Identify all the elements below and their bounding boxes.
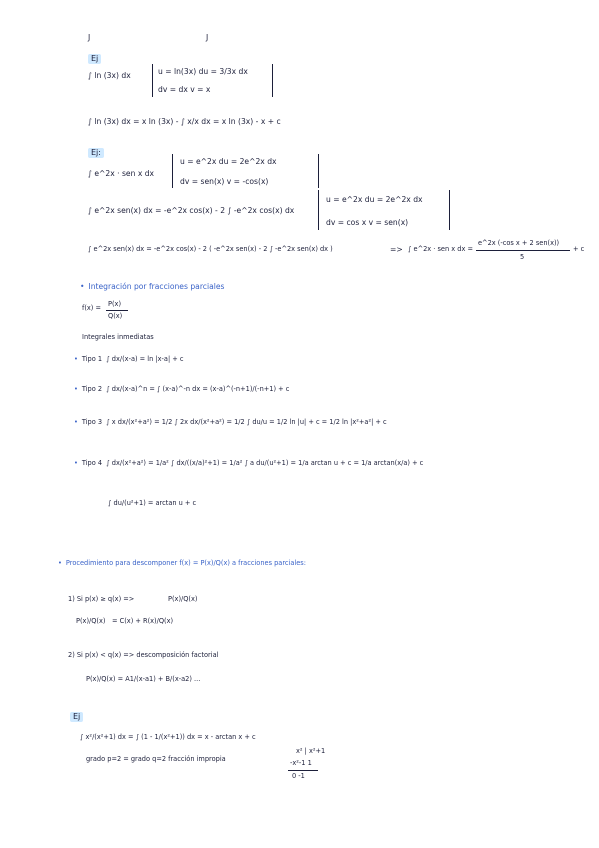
type-4: • Tipo 4 ∫ dx/(x²+a²) = 1/a² ∫ dx/((x/a)²+1) = 1/a² ∫ a du/(u²+1) = 1/a arctan u + c = 1/a arctan(x/a) + c bbox=[74, 459, 424, 467]
header-mark-right: J bbox=[206, 33, 209, 42]
substitution-box-3-left bbox=[318, 190, 319, 230]
division-top: x² | x²+1 bbox=[296, 747, 326, 755]
case-2-label: 2) Si p(x) < q(x) => descomposición factorial bbox=[68, 651, 219, 659]
example-2-integral: ∫ e^2x · sen x dx bbox=[88, 169, 155, 178]
sub2-u: u = e^2x du = 2e^2x dx bbox=[180, 157, 277, 166]
partial-fractions-heading: • Integración por fracciones parciales bbox=[80, 282, 225, 291]
substitution-box-3-right bbox=[449, 190, 450, 230]
case-1-eq-lhs: P(x)/Q(x) bbox=[76, 617, 106, 625]
example-3-note: grado p=2 = grado q=2 fracción impropia bbox=[86, 755, 226, 763]
final-denominator: 5 bbox=[520, 253, 525, 261]
example-1-label: Ej bbox=[88, 54, 101, 64]
example-3-expression: ∫ x²/(x²+1) dx = ∫ (1 - 1/(x²+1)) dx = x - arctan x + c bbox=[80, 733, 256, 741]
type-1: • Tipo 1 ∫ dx/(x-a) = ln |x-a| + c bbox=[74, 355, 184, 363]
substitution-box-2-right bbox=[318, 154, 319, 188]
type-3: • Tipo 3 ∫ x dx/(x²+a²) = 1/2 ∫ 2x dx/(x²+a²) = 1/2 ∫ du/u = 1/2 ln |u| + c = 1/2 ln |x²+a²| + c bbox=[74, 418, 387, 426]
example-1-integral: ∫ ln (3x) dx bbox=[88, 71, 131, 80]
definition-numerator: P(x) bbox=[108, 300, 122, 308]
sub3-dv: dv = cos x v = sen(x) bbox=[326, 218, 409, 227]
example-2-step2: ∫ e^2x sen(x) dx = -e^2x cos(x) - 2 ( -e^2x sen(x) - 2 ∫ -e^2x sen(x) dx ) bbox=[88, 245, 333, 253]
arctan-identity: ∫ du/(u²+1) = arctan u + c bbox=[108, 499, 197, 507]
final-fraction-bar bbox=[476, 250, 570, 251]
case-1-label: 1) Si p(x) ≥ q(x) => bbox=[68, 595, 135, 603]
type-2: • Tipo 2 ∫ dx/(x-a)^n = ∫ (x-a)^-n dx = (x-a)^(-n+1)/(-n+1) + c bbox=[74, 385, 290, 393]
sub1-dv: dv = dx v = x bbox=[158, 85, 211, 94]
substitution-box-1-left bbox=[152, 64, 153, 97]
final-numerator: e^2x (-cos x + 2 sen(x)) bbox=[478, 239, 560, 247]
final-constant: + c bbox=[573, 245, 585, 253]
sub1-u: u = ln(3x) du = 3/3x dx bbox=[158, 67, 248, 76]
implies-arrow: => bbox=[390, 245, 403, 254]
definition-lhs: f(x) = bbox=[82, 304, 101, 312]
example-1-result: ∫ ln (3x) dx = x ln (3x) - ∫ x/x dx = x ln (3x) - x + c bbox=[88, 117, 281, 126]
definition-fraction-bar bbox=[106, 310, 128, 311]
substitution-box-2-left bbox=[172, 154, 173, 188]
final-lhs: ∫ e^2x · sen x dx = bbox=[408, 245, 473, 253]
division-rule bbox=[288, 770, 318, 771]
case-2-equation: P(x)/Q(x) = A1/(x-a1) + B/(x-a2) ... bbox=[86, 675, 201, 683]
definition-denominator: Q(x) bbox=[108, 312, 123, 320]
case-1-eq-rhs: = C(x) + R(x)/Q(x) bbox=[112, 617, 174, 625]
example-3-label: Ej bbox=[70, 712, 83, 722]
immediate-integrals-heading: Integrales inmediatas bbox=[82, 333, 154, 341]
procedure-heading: • Procedimiento para descomponer f(x) = P(x)/Q(x) a fracciones parciales: bbox=[58, 559, 306, 567]
case-1-fraction: P(x)/Q(x) bbox=[168, 595, 198, 603]
sub3-u: u = e^2x du = 2e^2x dx bbox=[326, 195, 423, 204]
substitution-box-1-right bbox=[272, 64, 273, 97]
sub2-dv: dv = sen(x) v = -cos(x) bbox=[180, 177, 269, 186]
division-bottom: 0 -1 bbox=[292, 772, 305, 780]
example-2-label: Ej: bbox=[88, 148, 104, 158]
header-mark-left: J bbox=[88, 33, 91, 42]
example-2-step1: ∫ e^2x sen(x) dx = -e^2x cos(x) - 2 ∫ -e^2x cos(x) dx bbox=[88, 206, 295, 215]
division-middle: -x²-1 1 bbox=[290, 759, 312, 767]
